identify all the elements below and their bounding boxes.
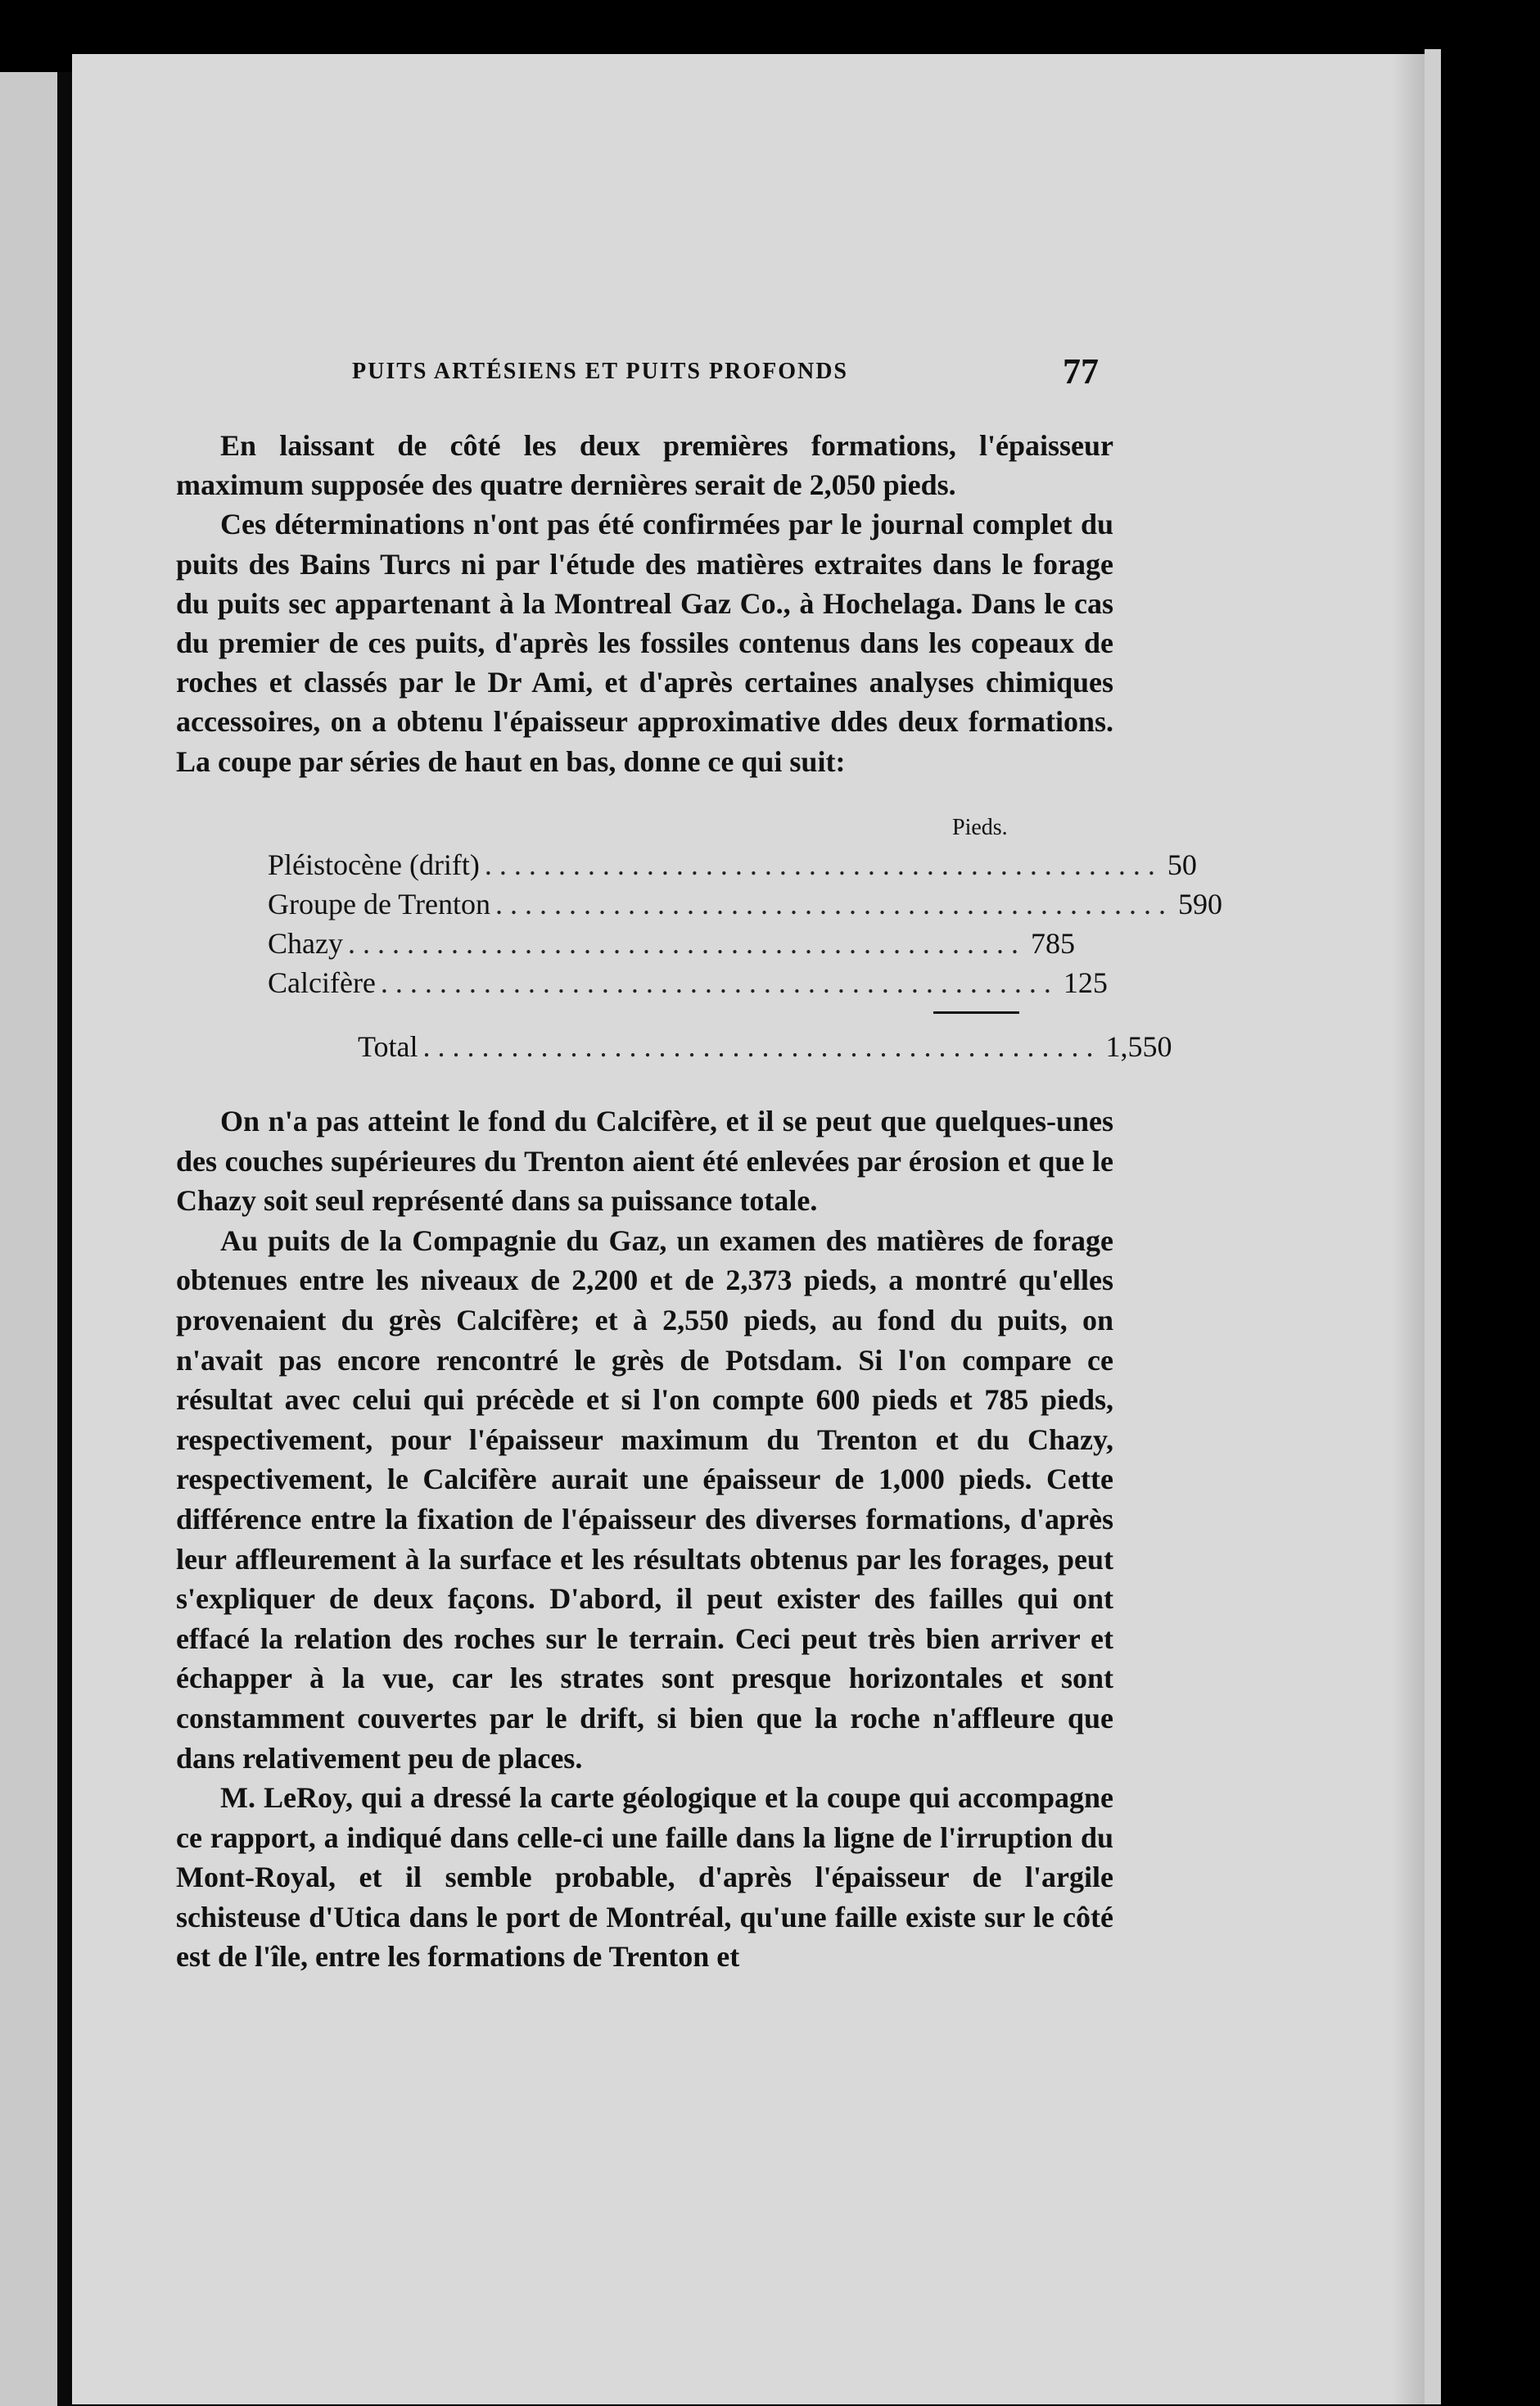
formation-name: Groupe de Trenton (268, 888, 490, 920)
page-edge-shadow (1392, 54, 1425, 2404)
page-header (352, 350, 1113, 400)
leader-dots: .............................................. (495, 888, 1173, 920)
body-text-top (176, 426, 1113, 781)
formation-name: Calcifère (268, 966, 376, 999)
paragraph: En laissant de côté les deux premières formations, l'épaisseur maximum supposée des quatre dernières serait de 2,050 pieds. (176, 429, 1113, 502)
total-value: 1,550 (1105, 1030, 1172, 1063)
table-row (268, 887, 1222, 926)
formation-thickness: 785 (1030, 927, 1075, 960)
running-head: PUITS ARTÉSIENS ET PUITS PROFONDS (352, 359, 848, 384)
table-row (268, 926, 1075, 966)
unit-label: Pieds. (952, 815, 1008, 840)
paragraph: Au puits de la Compagnie du Gaz, un examen des matières de forage obtenues entre les niveaux de 2,200 et de 2,373 pieds, a montré qu'elles provenaient du grès Calcifère; et à 2,550 pieds, au fond du puits, on n'avait pas encore rencontré le grès de Potsdam. Si l'on compare ce résultat avec celui qui précède et si l'on compte 600 pieds et 785 pieds, respectivement, pour l'épaisseur maximum du Trenton et du Chazy, respectivement, le Calcifère aurait une épaisseur de 1,000 pieds. Cette différence entre la fixation de l'épaisseur des diverses formations, d'après leur affleurement à la surface et les résultats obtenus par les forages, peut s'expliquer de deux façons. D'abord, il peut exister des failles qui ont effacé la relation des roches sur le terrain. Ceci peut très bien arriver et échapper à la vue, car les strates sont presque horizontales et sont constamment couvertes par le drift, si bien que la roche n'affleure que dans relativement peu de places. (176, 1223, 1113, 1775)
total-label: Total (358, 1030, 418, 1063)
leader-dots: .............................................. (484, 848, 1163, 881)
leader-dots: .............................................. (380, 966, 1059, 999)
table-row (268, 966, 1108, 1005)
formation-thickness: 590 (1178, 888, 1222, 920)
page-stack-edge (1425, 49, 1441, 2404)
page-number: 77 (1063, 351, 1099, 391)
leader-dots: .............................................. (422, 1030, 1101, 1063)
formation-thickness: 50 (1167, 848, 1197, 881)
formation-thickness: 125 (1063, 966, 1108, 999)
paragraph: On n'a pas atteint le fond du Calcifère, et il se peut que quelques-unes des couches supérieures du Trenton aient été enlevées par érosion et que le Chazy soit seul représenté dans sa puissance totale. (176, 1105, 1113, 1218)
sum-rule (933, 1011, 1019, 1014)
body-text-bottom (176, 1101, 1113, 1977)
table-row (268, 848, 1197, 887)
leader-dots: .............................................. (347, 927, 1026, 960)
paragraph: M. LeRoy, qui a dressé la carte géologique et la coupe qui accompagne ce rapport, a indiqué dans celle-ci une faille dans la ligne de l'irruption du Mont-Royal, et il semble probable, d'après l'épaisseur de l'argile schisteuse d'Utica dans le port de Montréal, qu'une faille existe sur le côté est de l'île, entre les formations de Trenton et (176, 1781, 1113, 1974)
formation-name: Chazy (268, 927, 343, 960)
book-spine-gutter (57, 72, 72, 2406)
table-total-row (358, 1029, 1172, 1069)
previous-page-edge (0, 72, 57, 2406)
formation-name: Pléistocène (drift) (268, 848, 480, 881)
paragraph: Ces déterminations n'ont pas été confirmées par le journal complet du puits des Bains Turcs ni par l'étude des matières extraites dans le forage du puits sec appartenant à la Montreal Gaz Co., à Hochelaga. Dans le cas du premier de ces puits, d'après les fossiles contenus dans les copeaux de roches et classés par le Dr Ami, et d'après certaines analyses chimiques accessoires, on a obtenu l'épaisseur approximative ddes deux formations. La coupe par séries de haut en bas, donne ce qui suit: (176, 508, 1113, 778)
